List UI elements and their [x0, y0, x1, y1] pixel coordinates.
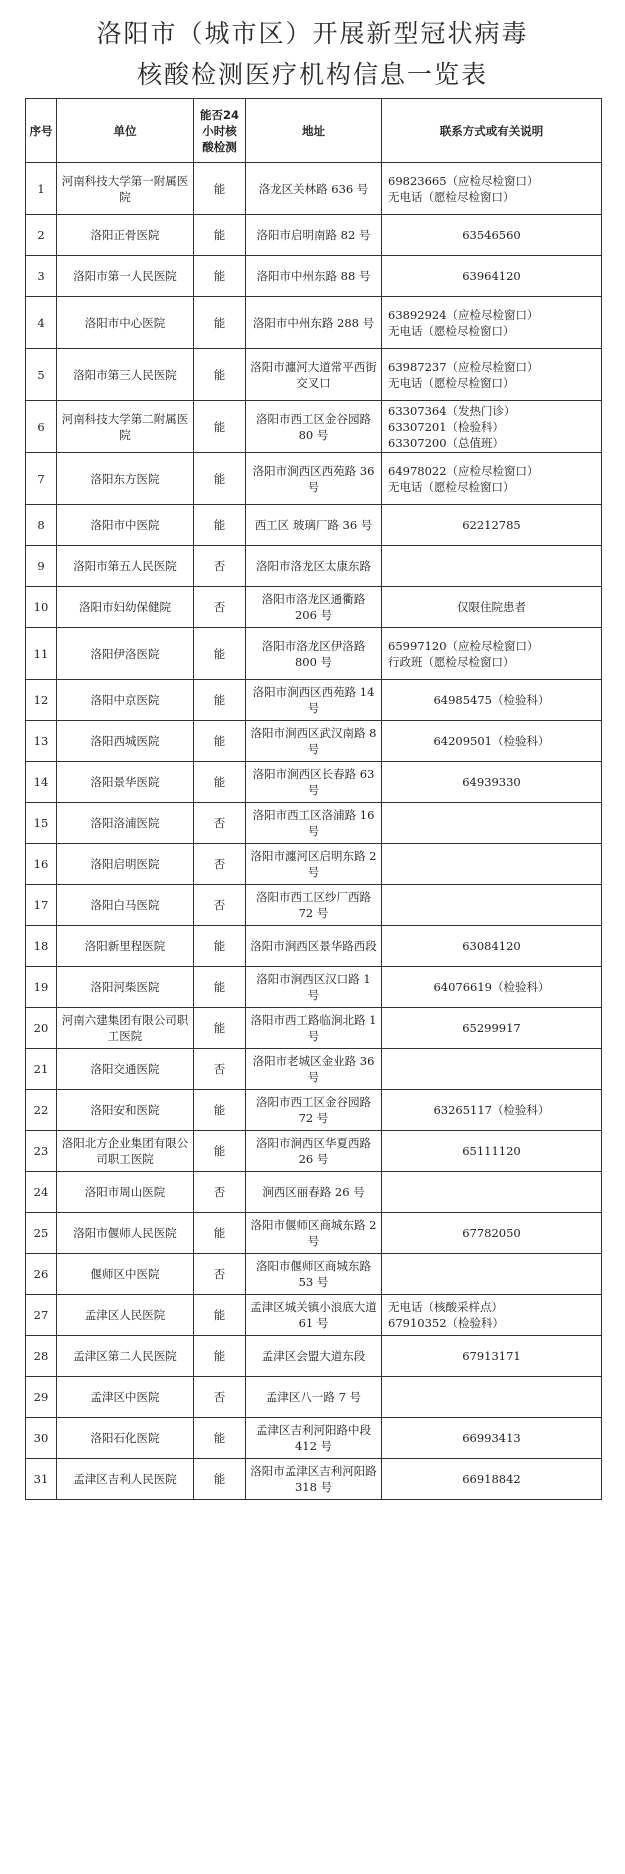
- table-row: [26, 967, 602, 1008]
- cell-contact: [382, 505, 602, 546]
- contact-line: 65299917: [462, 1021, 521, 1035]
- cell-address: 洛阳市涧西区西苑路 36 号: [246, 453, 382, 505]
- header-contact: 联系方式或有关说明: [382, 99, 602, 163]
- cell-seq: 5: [26, 349, 57, 401]
- table-row: [26, 349, 602, 401]
- cell-unit: 洛阳市妇幼保健院: [57, 587, 194, 628]
- cell-seq: 1: [26, 163, 57, 215]
- cell-seq: 16: [26, 844, 57, 885]
- table-row: [26, 215, 602, 256]
- cell-contact: [382, 349, 602, 401]
- cell-test24: 能: [194, 163, 246, 215]
- cell-seq: 17: [26, 885, 57, 926]
- cell-address: 洛阳市偃师区商城东路 2 号: [246, 1213, 382, 1254]
- cell-seq: 12: [26, 680, 57, 721]
- contact-line: 仅限住院患者: [457, 600, 526, 614]
- cell-address: 孟津区城关镇小浪底大道 61 号: [246, 1295, 382, 1336]
- cell-unit: 洛阳市中心医院: [57, 297, 194, 349]
- cell-address: 涧西区丽春路 26 号: [246, 1172, 382, 1213]
- cell-test24: 否: [194, 546, 246, 587]
- contact-line: 64978022（应检尽检窗口）: [388, 463, 539, 478]
- contact-line: 63265117（检验科）: [433, 1103, 550, 1117]
- cell-address: 洛阳市涧西区华夏西路 26 号: [246, 1131, 382, 1172]
- contact-line: 64985475（检验科）: [433, 693, 550, 707]
- cell-unit: 孟津区吉利人民医院: [57, 1459, 194, 1500]
- cell-address: 西工区 玻璃厂路 36 号: [246, 505, 382, 546]
- contact-line: 63892924（应检尽检窗口）: [388, 307, 539, 322]
- cell-unit: 洛阳石化医院: [57, 1418, 194, 1459]
- cell-unit: 洛阳西城医院: [57, 721, 194, 762]
- cell-test24: 能: [194, 1295, 246, 1336]
- cell-address: 洛阳市西工区金谷园路 72 号: [246, 1090, 382, 1131]
- cell-contact: [382, 453, 602, 505]
- cell-contact: [382, 721, 602, 762]
- cell-test24: 否: [194, 1254, 246, 1295]
- table-row: [26, 256, 602, 297]
- cell-address: 洛阳市启明南路 82 号: [246, 215, 382, 256]
- cell-unit: 洛阳河柴医院: [57, 967, 194, 1008]
- cell-seq: 30: [26, 1418, 57, 1459]
- cell-contact: [382, 926, 602, 967]
- contact-line: 66918842: [462, 1472, 521, 1486]
- cell-seq: 7: [26, 453, 57, 505]
- cell-contact: [382, 546, 602, 587]
- table-header-row: [26, 99, 602, 163]
- cell-unit: 洛阳市第五人民医院: [57, 546, 194, 587]
- contact-line: 64939330: [462, 775, 521, 789]
- table-row: [26, 762, 602, 803]
- cell-seq: 15: [26, 803, 57, 844]
- cell-test24: 能: [194, 762, 246, 803]
- cell-unit: 洛阳白马医院: [57, 885, 194, 926]
- table-row: [26, 297, 602, 349]
- cell-seq: 25: [26, 1213, 57, 1254]
- cell-seq: 13: [26, 721, 57, 762]
- cell-address: 洛龙区关林路 636 号: [246, 163, 382, 215]
- cell-address: 洛阳市西工区洛浦路 16 号: [246, 803, 382, 844]
- cell-address: 洛阳市涧西区长春路 63 号: [246, 762, 382, 803]
- cell-address: 孟津区八一路 7 号: [246, 1377, 382, 1418]
- cell-unit: 洛阳东方医院: [57, 453, 194, 505]
- cell-unit: 河南科技大学第一附属医院: [57, 163, 194, 215]
- cell-contact: [382, 967, 602, 1008]
- table-row: [26, 1131, 602, 1172]
- cell-seq: 4: [26, 297, 57, 349]
- cell-contact: [382, 1377, 602, 1418]
- cell-address: 洛阳市涧西区西苑路 14 号: [246, 680, 382, 721]
- cell-address: 洛阳市洛龙区太康东路: [246, 546, 382, 587]
- contact-line: 无电话（核酸采样点）: [388, 1300, 503, 1314]
- contact-line: 62212785: [462, 518, 521, 532]
- cell-address: 洛阳市涧西区汉口路 1 号: [246, 967, 382, 1008]
- cell-test24: 能: [194, 1418, 246, 1459]
- header-address: 地址: [246, 99, 382, 163]
- institution-table: [25, 98, 602, 1500]
- cell-test24: 能: [194, 1336, 246, 1377]
- table-row: [26, 453, 602, 505]
- cell-unit: 洛阳市中医院: [57, 505, 194, 546]
- cell-seq: 31: [26, 1459, 57, 1500]
- cell-address: 洛阳市中州东路 88 号: [246, 256, 382, 297]
- header-test24: 能否24小时核酸检测: [194, 99, 246, 163]
- cell-address: 孟津区会盟大道东段: [246, 1336, 382, 1377]
- cell-seq: 9: [26, 546, 57, 587]
- table-row: [26, 1459, 602, 1500]
- cell-test24: 能: [194, 680, 246, 721]
- contact-line: 64209501（检验科）: [433, 734, 550, 748]
- cell-seq: 3: [26, 256, 57, 297]
- cell-contact: [382, 680, 602, 721]
- cell-unit: 洛阳市偃师人民医院: [57, 1213, 194, 1254]
- cell-unit: 洛阳市第一人民医院: [57, 256, 194, 297]
- table-row: [26, 1213, 602, 1254]
- contact-line: 63964120: [462, 269, 521, 283]
- table-row: [26, 885, 602, 926]
- cell-contact: [382, 256, 602, 297]
- cell-address: 洛阳市涧西区武汉南路 8 号: [246, 721, 382, 762]
- cell-unit: 洛阳洛浦医院: [57, 803, 194, 844]
- cell-test24: 能: [194, 1008, 246, 1049]
- cell-contact: [382, 1295, 602, 1336]
- table-row: [26, 844, 602, 885]
- cell-test24: 能: [194, 721, 246, 762]
- contact-line: 69823665（应检尽检窗口）: [388, 173, 539, 188]
- cell-unit: 洛阳启明医院: [57, 844, 194, 885]
- cell-test24: 否: [194, 844, 246, 885]
- cell-contact: [382, 1459, 602, 1500]
- cell-seq: 6: [26, 401, 57, 453]
- table-row: [26, 1295, 602, 1336]
- cell-contact: [382, 628, 602, 680]
- header-seq: 序号: [26, 99, 57, 163]
- cell-unit: 偃师区中医院: [57, 1254, 194, 1295]
- cell-test24: 否: [194, 803, 246, 844]
- cell-contact: [382, 844, 602, 885]
- cell-contact: [382, 1008, 602, 1049]
- cell-unit: 洛阳景华医院: [57, 762, 194, 803]
- table-row: [26, 1254, 602, 1295]
- cell-address: 洛阳市瀍河大道常平西街交叉口: [246, 349, 382, 401]
- cell-seq: 11: [26, 628, 57, 680]
- table-row: [26, 1336, 602, 1377]
- cell-seq: 27: [26, 1295, 57, 1336]
- cell-test24: 能: [194, 1131, 246, 1172]
- table-row: [26, 505, 602, 546]
- cell-test24: 否: [194, 1049, 246, 1090]
- cell-test24: 能: [194, 1090, 246, 1131]
- contact-line: 67782050: [462, 1226, 521, 1240]
- table-row: [26, 163, 602, 215]
- contact-line: 无电话（愿检尽检窗口）: [388, 323, 515, 338]
- cell-test24: 能: [194, 349, 246, 401]
- page-title: 洛阳市（城市区）开展新型冠状病毒: [96, 19, 529, 48]
- cell-address: 洛阳市老城区金业路 36 号: [246, 1049, 382, 1090]
- cell-address: 孟津区吉利河阳路中段 412 号: [246, 1418, 382, 1459]
- cell-contact: [382, 1336, 602, 1377]
- cell-seq: 23: [26, 1131, 57, 1172]
- cell-address: 洛阳市洛龙区伊洛路 800 号: [246, 628, 382, 680]
- cell-contact: [382, 215, 602, 256]
- cell-test24: 能: [194, 453, 246, 505]
- cell-seq: 20: [26, 1008, 57, 1049]
- cell-seq: 2: [26, 215, 57, 256]
- cell-contact: [382, 1172, 602, 1213]
- cell-seq: 10: [26, 587, 57, 628]
- cell-unit: 洛阳安和医院: [57, 1090, 194, 1131]
- contact-line: 64076619（检验科）: [433, 980, 550, 994]
- cell-address: 洛阳市瀍河区启明东路 2 号: [246, 844, 382, 885]
- contact-line: 63307364（发热门诊）: [388, 403, 516, 418]
- cell-unit: 洛阳正骨医院: [57, 215, 194, 256]
- table-row: [26, 546, 602, 587]
- cell-unit: 孟津区人民医院: [57, 1295, 194, 1336]
- contact-line: 行政班（愿检尽检窗口）: [388, 654, 515, 669]
- contact-line: 67913171: [462, 1349, 521, 1363]
- cell-unit: 河南六建集团有限公司职工医院: [57, 1008, 194, 1049]
- cell-address: 洛阳市洛龙区通衢路 206 号: [246, 587, 382, 628]
- cell-test24: 能: [194, 215, 246, 256]
- page-subtitle: 核酸检测医疗机构信息一览表: [136, 60, 488, 89]
- table-row: [26, 680, 602, 721]
- table-row: [26, 803, 602, 844]
- contact-line: 67910352（检验科）: [388, 1316, 505, 1330]
- table-row: [26, 721, 602, 762]
- cell-test24: 能: [194, 1459, 246, 1500]
- table-row: [26, 1049, 602, 1090]
- cell-address: 洛阳市涧西区景华路西段: [246, 926, 382, 967]
- cell-unit: 孟津区第二人民医院: [57, 1336, 194, 1377]
- cell-address: 洛阳市西工区纱厂西路 72 号: [246, 885, 382, 926]
- cell-test24: 否: [194, 1377, 246, 1418]
- cell-contact: [382, 1090, 602, 1131]
- contact-line: 66993413: [462, 1431, 521, 1445]
- cell-seq: 21: [26, 1049, 57, 1090]
- cell-contact: [382, 1254, 602, 1295]
- table-row: [26, 1008, 602, 1049]
- contact-line: 63307200（总值班）: [388, 435, 505, 450]
- cell-unit: 孟津区中医院: [57, 1377, 194, 1418]
- contact-line: 65111120: [462, 1144, 521, 1158]
- table-row: [26, 1377, 602, 1418]
- cell-contact: [382, 762, 602, 803]
- cell-test24: 否: [194, 885, 246, 926]
- cell-unit: 洛阳交通医院: [57, 1049, 194, 1090]
- cell-seq: 18: [26, 926, 57, 967]
- cell-seq: 8: [26, 505, 57, 546]
- cell-contact: [382, 1049, 602, 1090]
- cell-contact: [382, 587, 602, 628]
- cell-test24: 能: [194, 297, 246, 349]
- cell-unit: 洛阳市周山医院: [57, 1172, 194, 1213]
- table-row: [26, 1418, 602, 1459]
- contact-line: 63084120: [462, 939, 521, 953]
- cell-test24: 能: [194, 1213, 246, 1254]
- cell-contact: [382, 1213, 602, 1254]
- cell-test24: 能: [194, 256, 246, 297]
- cell-contact: [382, 297, 602, 349]
- cell-seq: 28: [26, 1336, 57, 1377]
- cell-contact: [382, 1418, 602, 1459]
- cell-address: 洛阳市偃师区商城东路 53 号: [246, 1254, 382, 1295]
- header-unit: 单位: [57, 99, 194, 163]
- cell-seq: 14: [26, 762, 57, 803]
- cell-test24: 能: [194, 628, 246, 680]
- cell-test24: 能: [194, 401, 246, 453]
- contact-line: 无电话（愿检尽检窗口）: [388, 375, 515, 390]
- table-row: [26, 1090, 602, 1131]
- contact-line: 无电话（愿检尽检窗口）: [388, 479, 515, 494]
- contact-line: 无电话（愿检尽检窗口）: [388, 189, 515, 204]
- cell-contact: [382, 163, 602, 215]
- cell-contact: [382, 803, 602, 844]
- table-row: [26, 628, 602, 680]
- cell-address: 洛阳市西工路临涧北路 1 号: [246, 1008, 382, 1049]
- cell-test24: 否: [194, 1172, 246, 1213]
- table-row: [26, 1172, 602, 1213]
- cell-unit: 河南科技大学第二附属医院: [57, 401, 194, 453]
- table-row: [26, 401, 602, 453]
- cell-seq: 26: [26, 1254, 57, 1295]
- cell-contact: [382, 885, 602, 926]
- contact-line: 65997120（应检尽检窗口）: [388, 638, 539, 653]
- cell-seq: 29: [26, 1377, 57, 1418]
- cell-test24: 能: [194, 926, 246, 967]
- cell-test24: 否: [194, 587, 246, 628]
- cell-address: 洛阳市西工区金谷园路 80 号: [246, 401, 382, 453]
- cell-seq: 19: [26, 967, 57, 1008]
- cell-contact: [382, 1131, 602, 1172]
- contact-line: 63546560: [462, 228, 521, 242]
- cell-address: 洛阳市孟津区吉利河阳路 318 号: [246, 1459, 382, 1500]
- contact-line: 63307201（检验科）: [388, 419, 505, 434]
- table-row: [26, 587, 602, 628]
- cell-test24: 能: [194, 505, 246, 546]
- cell-seq: 22: [26, 1090, 57, 1131]
- cell-unit: 洛阳新里程医院: [57, 926, 194, 967]
- cell-address: 洛阳市中州东路 288 号: [246, 297, 382, 349]
- cell-unit: 洛阳北方企业集团有限公司职工医院: [57, 1131, 194, 1172]
- cell-unit: 洛阳伊洛医院: [57, 628, 194, 680]
- cell-unit: 洛阳中京医院: [57, 680, 194, 721]
- cell-contact: [382, 401, 602, 453]
- table-row: [26, 926, 602, 967]
- contact-line: 63987237（应检尽检窗口）: [388, 359, 539, 374]
- cell-test24: 能: [194, 967, 246, 1008]
- cell-seq: 24: [26, 1172, 57, 1213]
- cell-unit: 洛阳市第三人民医院: [57, 349, 194, 401]
